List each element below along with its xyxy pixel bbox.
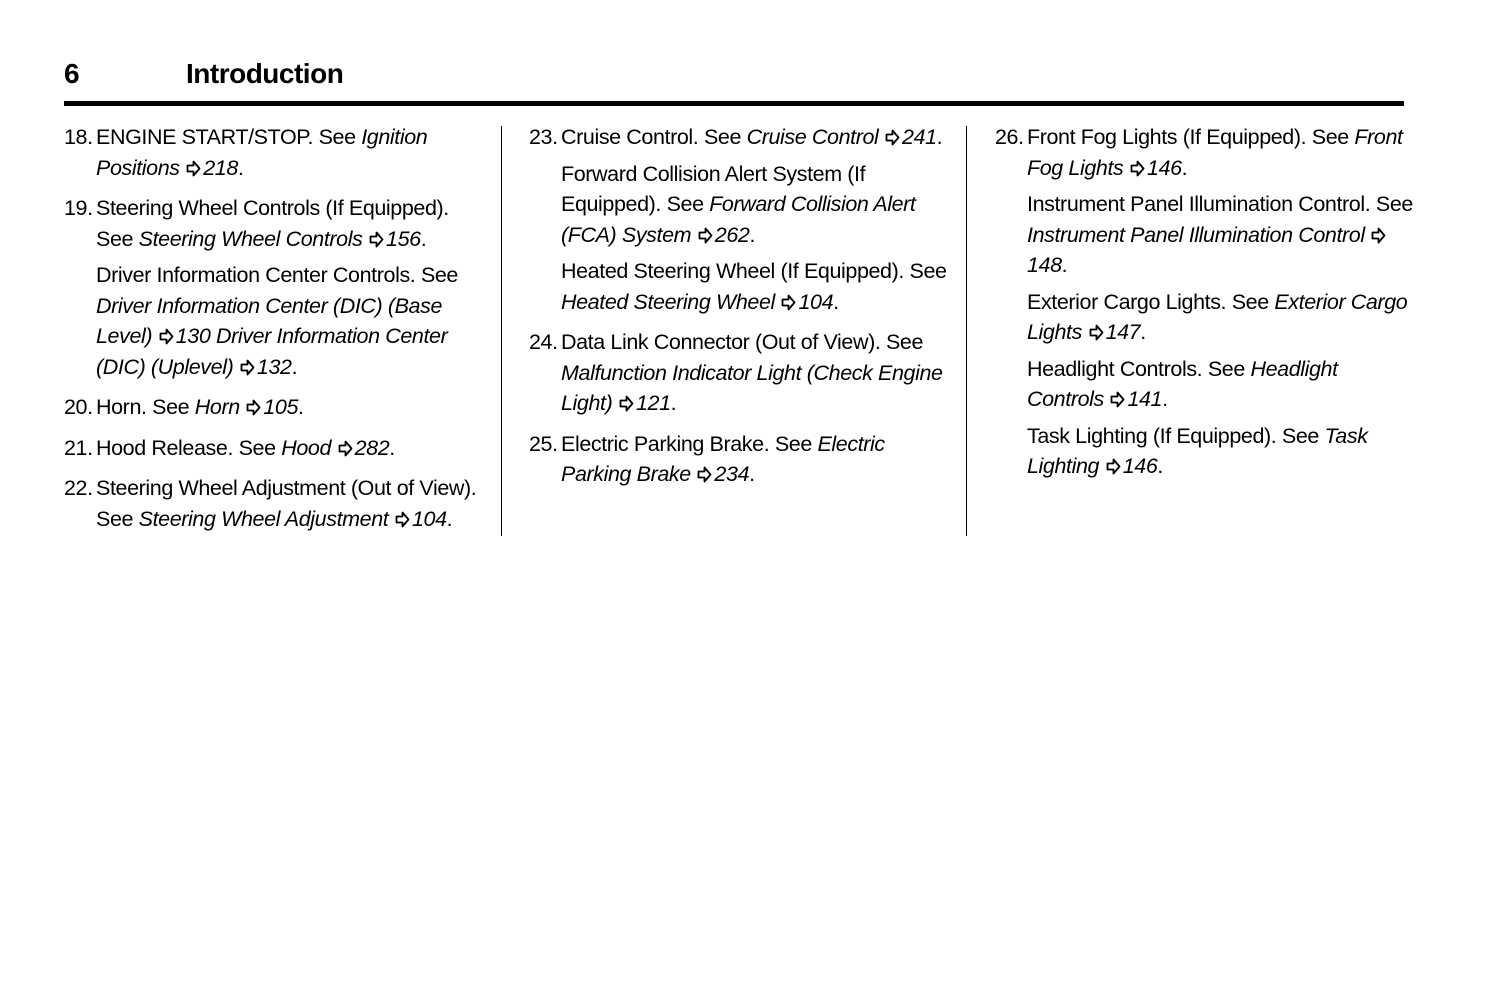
reference-page[interactable]: 146 — [1122, 454, 1158, 478]
list-item — [64, 122, 482, 183]
list-item — [529, 327, 947, 419]
page-title: Introduction — [186, 58, 344, 89]
item-number: 25. — [529, 431, 558, 456]
page-reference-arrow-icon — [369, 231, 384, 248]
item-number: 20. — [64, 395, 93, 419]
item-number: 26. — [995, 125, 1024, 149]
page-header — [64, 58, 1404, 98]
reference-page[interactable]: 132 — [256, 354, 292, 379]
item-entry: Instrument Panel Illumination Control. See Instrument Panel Illumination Control 148. — [1027, 192, 1413, 277]
item-entry: Heated Steering Wheel (If Equipped). See Heated Steering Wheel 104. — [561, 259, 947, 314]
list-item — [995, 122, 1413, 482]
entry-text: Forward Collision Alert System (If Equipped). See — [561, 161, 866, 216]
item-number: 23. — [529, 125, 558, 149]
reference-link[interactable]: Instrument Panel Illumination Control — [1027, 222, 1365, 247]
entry-text: Cruise Control. See — [561, 125, 747, 149]
page-reference-arrow-icon — [1130, 160, 1145, 177]
item-entry: Driver Information Center Controls. See Driver Information Center (DIC) (Base Level) 130 Driver Information Center (DIC) (Uplevel) 132. — [96, 263, 458, 379]
item-entry: Steering Wheel Adjustment (Out of View). See Steering Wheel Adjustment 104. — [96, 476, 477, 531]
reference-link[interactable]: Task Lighting — [1027, 423, 1368, 478]
item-entry: Steering Wheel Controls (If Equipped). See Steering Wheel Controls 156. — [96, 196, 449, 251]
entry-text: Instrument Panel Illumination Control. See — [1027, 192, 1413, 216]
reference-link[interactable]: Heated Steering Wheel — [561, 289, 775, 314]
item-number: 21. — [64, 435, 93, 460]
item-entry: Data Link Connector (Out of View). See Malfunction Indicator Light (Check Engine Light) 121. — [561, 330, 943, 415]
list-item — [64, 193, 482, 382]
reference-page[interactable]: 105 — [263, 395, 299, 419]
reference-link[interactable]: Driver Information Center (DIC) (Base Level) — [96, 293, 443, 348]
entry-text: Headlight Controls. See — [1027, 356, 1251, 381]
reference-page[interactable]: 282 — [354, 435, 390, 460]
page-reference-arrow-icon — [698, 227, 713, 244]
page-reference-arrow-icon — [186, 160, 201, 177]
item-entry: Headlight Controls. See Headlight Controls 141. — [1027, 356, 1338, 411]
reference-page[interactable]: 130 — [175, 324, 211, 348]
reference-link[interactable]: Headlight Controls — [1027, 356, 1338, 411]
page-number: 6 — [64, 58, 80, 89]
column-1 — [64, 122, 482, 544]
list-item — [64, 433, 482, 464]
entry-text: Steering Wheel Adjustment (Out of View). See — [96, 476, 477, 531]
reference-link[interactable]: Steering Wheel Controls — [138, 226, 363, 251]
page-reference-arrow-icon — [1089, 324, 1104, 341]
reference-link[interactable]: Exterior Cargo Lights — [1027, 289, 1408, 344]
page-reference-arrow-icon — [338, 440, 353, 457]
list-item — [529, 122, 947, 317]
reference-page[interactable]: 104 — [411, 506, 447, 531]
item-entry: Horn. See Horn 105. — [96, 395, 304, 419]
column-3 — [995, 122, 1413, 492]
item-number: 22. — [64, 476, 93, 500]
page-reference-arrow-icon — [1110, 391, 1125, 408]
reference-page[interactable]: 121 — [635, 391, 671, 415]
list-item — [64, 473, 482, 534]
column-divider — [966, 126, 967, 536]
column-divider — [501, 126, 502, 536]
item-entry: Hood Release. See Hood 282. — [96, 435, 395, 460]
entry-text: Heated Steering Wheel (If Equipped). See — [561, 259, 947, 283]
page-reference-arrow-icon — [395, 511, 410, 528]
reference-page[interactable]: 147 — [1105, 320, 1141, 344]
entry-text: ENGINE START/STOP. See — [96, 125, 362, 149]
reference-link[interactable]: Driver Information Center (DIC) (Uplevel) — [96, 324, 448, 379]
entry-text: Electric Parking Brake. See — [561, 431, 818, 456]
reference-page[interactable]: 262 — [714, 222, 750, 247]
item-entry: Exterior Cargo Lights. See Exterior Cargo Lights 147. — [1027, 289, 1408, 344]
list-item — [529, 429, 947, 490]
reference-link[interactable]: Front Fog Lights — [1027, 125, 1403, 180]
item-entry: ENGINE START/STOP. See Ignition Positions 218. — [96, 125, 428, 180]
reference-link[interactable]: Steering Wheel Adjustment — [138, 506, 389, 531]
reference-page[interactable]: 141 — [1127, 387, 1163, 411]
entry-text: Hood Release. See — [96, 435, 282, 460]
reference-link[interactable]: Cruise Control — [746, 125, 879, 149]
reference-link[interactable]: Horn — [194, 395, 240, 419]
reference-page[interactable]: 104 — [798, 289, 834, 314]
item-entry: Electric Parking Brake. See Electric Parking Brake 234. — [561, 431, 885, 486]
item-entry: Task Lighting (If Equipped). See Task Lighting 146. — [1027, 423, 1368, 478]
page-reference-arrow-icon — [781, 294, 796, 311]
item-entry: Front Fog Lights (If Equipped). See Front Fog Lights 146. — [1027, 125, 1403, 180]
item-entry: Cruise Control. See Cruise Control 241. — [561, 125, 943, 149]
reference-page[interactable]: 218 — [203, 155, 238, 180]
reference-page[interactable]: 148 — [1027, 253, 1062, 277]
item-number: 18. — [64, 125, 93, 149]
page-reference-arrow-icon — [1371, 227, 1386, 244]
entry-text: Steering Wheel Controls (If Equipped). See — [96, 196, 449, 251]
reference-page[interactable]: 156 — [386, 226, 421, 251]
entry-text: Task Lighting (If Equipped). See — [1027, 423, 1325, 448]
reference-page[interactable]: 234 — [714, 462, 750, 486]
reference-link[interactable]: Ignition Positions — [96, 125, 428, 180]
reference-link[interactable]: Electric Parking Brake — [561, 431, 885, 486]
column-2 — [529, 122, 947, 500]
header-rule — [64, 101, 1404, 106]
page-reference-arrow-icon — [159, 328, 174, 345]
entry-text: Front Fog Lights (If Equipped). See — [1027, 125, 1355, 149]
page-reference-arrow-icon — [246, 399, 261, 416]
list-item — [64, 392, 482, 423]
entry-text: Data Link Connector (Out of View). See — [561, 330, 924, 354]
entry-text: Horn. See — [96, 395, 195, 419]
entry-text: Driver Information Center Controls. See — [96, 263, 458, 287]
page-reference-arrow-icon — [885, 129, 900, 146]
reference-link[interactable]: Forward Collision Alert (FCA) System — [561, 192, 916, 247]
reference-link[interactable]: Malfunction Indicator Light (Check Engine Light) — [561, 360, 943, 415]
page-reference-arrow-icon — [1106, 458, 1121, 475]
page-reference-arrow-icon — [697, 466, 712, 483]
reference-page[interactable]: 241 — [901, 125, 937, 149]
reference-page[interactable]: 146 — [1146, 155, 1182, 180]
page-reference-arrow-icon — [619, 395, 634, 412]
entry-text: Exterior Cargo Lights. See — [1027, 289, 1275, 314]
item-entry: Forward Collision Alert System (If Equipped). See Forward Collision Alert (FCA) System 262. — [561, 161, 916, 247]
page-reference-arrow-icon — [240, 359, 255, 376]
item-number: 19. — [64, 196, 93, 220]
item-number: 24. — [529, 330, 558, 354]
reference-link[interactable]: Hood — [281, 435, 332, 460]
